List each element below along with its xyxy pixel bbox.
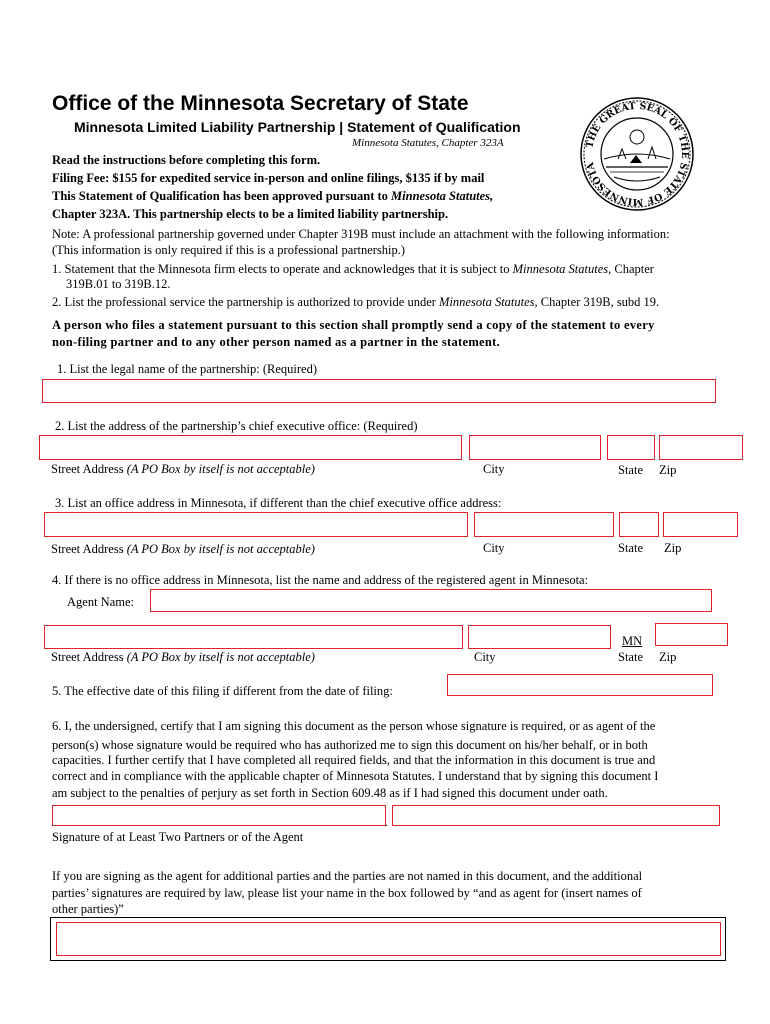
note-line: Note: A professional partnership governed under Chapter 319B must include an attachment with the following information: bbox=[52, 227, 670, 241]
seal-text: THE GREAT SEAL OF THE STATE OF MINNESOTA bbox=[584, 100, 691, 208]
q3-city-label: City bbox=[483, 541, 505, 555]
note-item-1-text: 1. Statement that the Minnesota firm elects to operate and acknowledges that it is subject to bbox=[52, 262, 513, 276]
q4-state-value: MN bbox=[622, 634, 643, 648]
q4-street-label bbox=[51, 650, 315, 665]
q2-city-field[interactable] bbox=[469, 435, 601, 460]
agent-note-line-2: parties’ signatures are required by law, please list your name in the box followed by “and as agent for (insert names of bbox=[52, 886, 642, 900]
q5-label bbox=[52, 684, 393, 699]
instructions-line: Read the instructions before completing this form. bbox=[52, 153, 321, 167]
note-subline: (This information is only required if this is a professional partnership.) bbox=[52, 243, 406, 257]
agent-parties-field[interactable] bbox=[56, 922, 721, 956]
statute-reference: Minnesota Statutes, Chapter 323A bbox=[352, 137, 504, 149]
approval-line bbox=[52, 189, 493, 204]
q3-street-note: (A PO Box by itself is not acceptable) bbox=[126, 542, 315, 556]
q2-zip-field[interactable] bbox=[659, 435, 743, 460]
q4-state-label: State bbox=[618, 650, 643, 664]
note-item-2-number: 2. bbox=[52, 295, 62, 309]
agent-name-label: Agent Name: bbox=[67, 595, 134, 609]
q2-city-label: City bbox=[483, 462, 505, 476]
q3-state-field[interactable] bbox=[619, 512, 659, 537]
q4-street-note: (A PO Box by itself is not acceptable) bbox=[126, 650, 315, 664]
agent-note-line-3: other parties)” bbox=[52, 902, 124, 916]
q2-zip-label: Zip bbox=[659, 463, 677, 477]
q3-street-field[interactable] bbox=[44, 512, 468, 537]
form-subtitle: Minnesota Limited Liability Partnership | Statement of Qualification bbox=[74, 119, 521, 135]
note-item-1 bbox=[52, 262, 654, 277]
q3-zip-field[interactable] bbox=[663, 512, 738, 537]
partnership-name-field[interactable] bbox=[42, 379, 716, 403]
q6-line-5: am subject to the penalties of perjury as set forth in Section 609.48 as if I had signed this document under oath. bbox=[52, 786, 608, 800]
agent-note-line-1: If you are signing as the agent for additional parties and the parties are not named in this document, and the additional bbox=[52, 869, 643, 883]
signature-field-2[interactable] bbox=[392, 805, 720, 826]
q5-number: 5. bbox=[52, 684, 62, 698]
q4-city-field[interactable] bbox=[468, 625, 611, 649]
q4-label: 4. If there is no office address in Minnesota, list the name and address of the registered agent in Minnesota: bbox=[52, 573, 589, 587]
notice-line-2: non-filing partner and to any other person named as a partner in the statement. bbox=[52, 335, 501, 349]
q6-line-1: 6. I, the undersigned, certify that I am signing this document as the person whose signature is required, or as agent of the bbox=[52, 719, 656, 733]
effective-date-field[interactable] bbox=[447, 674, 713, 696]
q3-city-field[interactable] bbox=[474, 512, 614, 537]
q2-street-label bbox=[51, 462, 315, 477]
q2-state-field[interactable] bbox=[607, 435, 655, 460]
page-title: Office of the Minnesota Secretary of State bbox=[52, 92, 469, 115]
q3-label: 3. List an office address in Minnesota, if different than the chief executive office address: bbox=[55, 496, 502, 510]
signature-label: Signature of at Least Two Partners or of the Agent bbox=[52, 830, 304, 844]
q2-street-label-text: Street Address bbox=[51, 462, 127, 476]
note-item-2-chapter: , Chapter 319B, subd 19. bbox=[534, 295, 660, 309]
q2-street-field[interactable] bbox=[39, 435, 462, 460]
note-item-2-statute: Minnesota Statutes bbox=[439, 295, 535, 309]
q6-line-4: correct and in compliance with the applicable chapter of Minnesota Statutes. I understand that by signing this document I bbox=[52, 769, 659, 783]
note-item-1-chapter: , Chapter bbox=[608, 262, 654, 276]
note-item-1-statute: Minnesota Statutes bbox=[512, 262, 609, 276]
note-item-2-text: List the professional service the partnership is authorized to provide under bbox=[64, 295, 440, 309]
q3-street-label bbox=[51, 542, 315, 557]
filing-fee-line: Filing Fee: $155 for expedited service in-person and online filings, $135 if by mail bbox=[52, 171, 485, 185]
note-item-2 bbox=[52, 295, 659, 310]
q4-city-label: City bbox=[474, 650, 496, 664]
notice-line-1: A person who files a statement pursuant to this section shall promptly send a copy of the statement to every bbox=[52, 318, 655, 332]
q3-state-label: State bbox=[618, 541, 643, 555]
q2-street-note: (A PO Box by itself is not acceptable) bbox=[126, 462, 315, 476]
agent-name-field[interactable] bbox=[150, 589, 712, 612]
q1-label: 1. List the legal name of the partnership: (Required) bbox=[57, 362, 317, 376]
note-item-1-range: 319B.01 to 319B.12. bbox=[66, 277, 171, 291]
q2-state-label: State bbox=[618, 463, 643, 477]
election-line: Chapter 323A. This partnership elects to be a limited liability partnership. bbox=[52, 207, 449, 221]
q3-zip-label: Zip bbox=[664, 541, 682, 555]
q5-label-text: The effective date of this filing if different from the date of filing: bbox=[64, 684, 393, 698]
approval-text: This Statement of Qualification has been approved pursuant to bbox=[52, 189, 392, 203]
q4-zip-field[interactable] bbox=[655, 623, 728, 646]
q6-line-3: capacities. I further certify that I have completed all required fields, and that the information in this document is true and bbox=[52, 753, 656, 767]
signature-field-1[interactable] bbox=[52, 805, 386, 826]
state-seal-logo bbox=[578, 97, 696, 211]
q4-street-field[interactable] bbox=[44, 625, 463, 649]
q4-zip-label: Zip bbox=[659, 650, 677, 664]
approval-statute: Minnesota Statutes, bbox=[391, 189, 494, 203]
q4-street-label-text: Street Address bbox=[51, 650, 127, 664]
q2-label: 2. List the address of the partnership’s chief executive office: (Required) bbox=[55, 419, 418, 433]
q3-street-label-text: Street Address bbox=[51, 542, 127, 556]
q6-line-2: person(s) whose signature would be required who has authorized me to sign this document on his/her behalf, or in both bbox=[52, 738, 648, 752]
